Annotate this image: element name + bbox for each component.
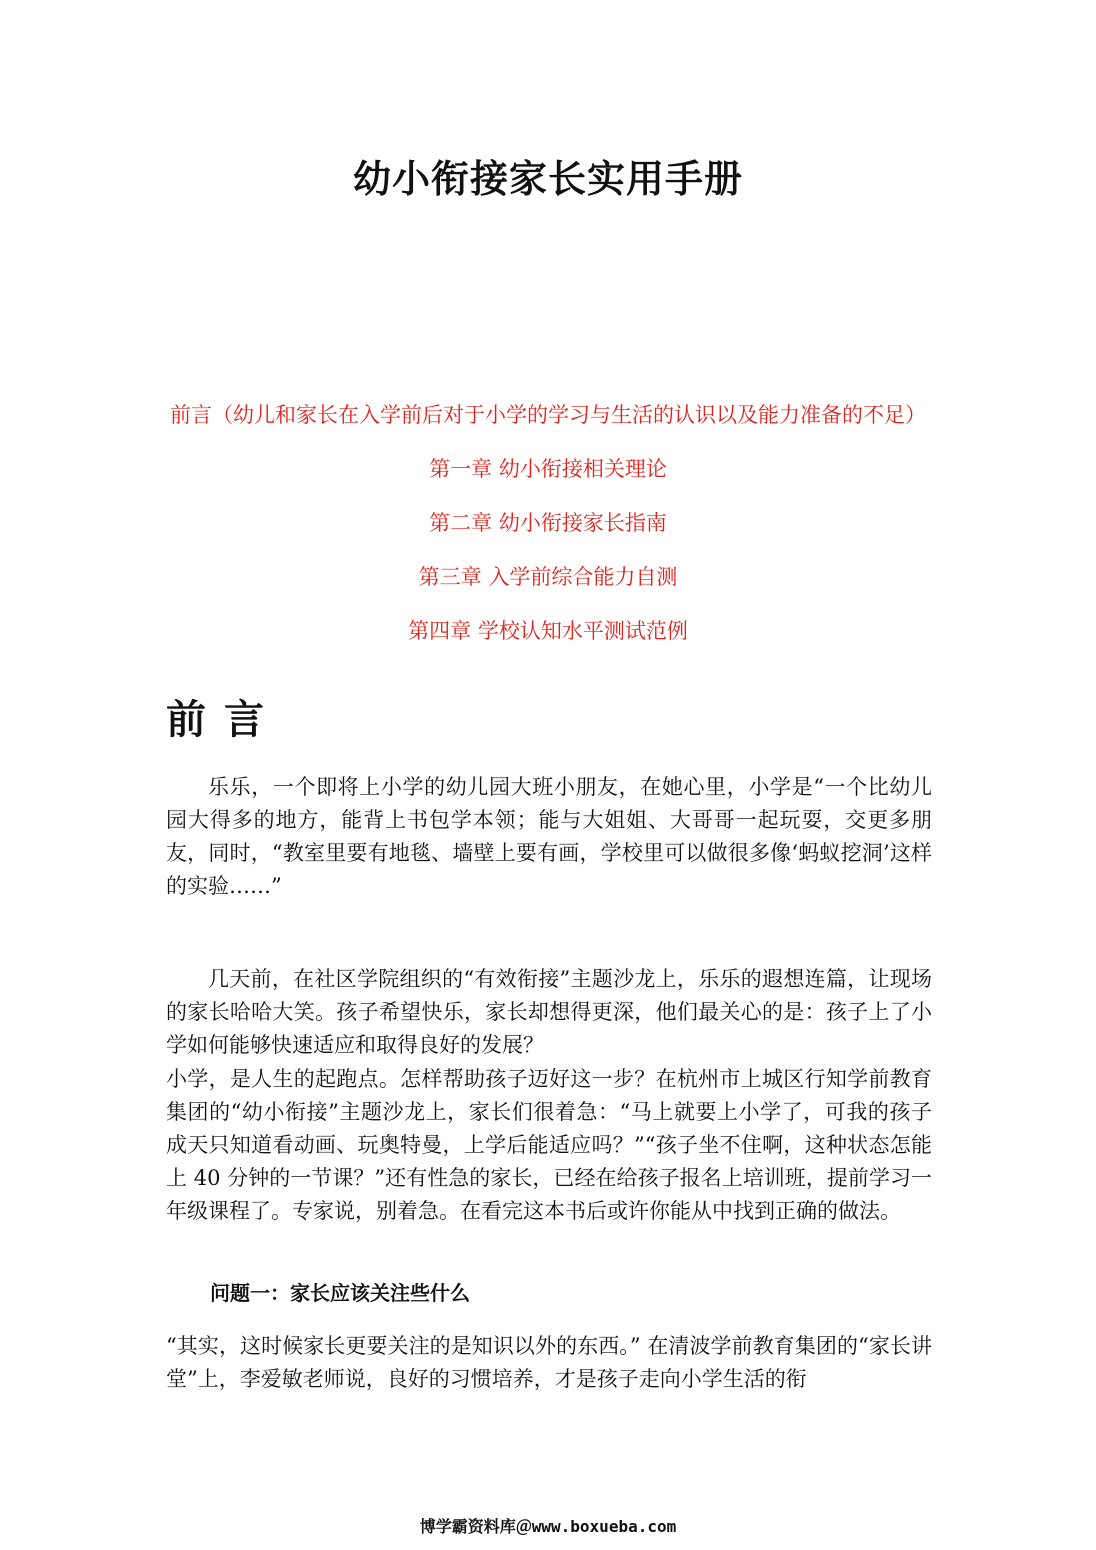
page-title: 幼小衔接家长实用手册	[352, 157, 743, 201]
question-1-paragraph: “其实，这时候家长更要关注的是知识以外的东西。” 在清波学前教育集团的“家长讲堂”上，李爱敏老师说，良好的习惯培养，才是孩子走向小学生活的衔	[166, 1334, 932, 1391]
toc-item-chapter-2[interactable]: 第二章 幼小衔接家长指南	[429, 511, 667, 535]
preface-paragraph-1: 乐乐，一个即将上小学的幼儿园大班小朋友，在她心里，小学是“一个比幼儿园大得多的地方，能背上书包学本领；能与大姐姐、大哥哥一起玩耍，交更多朋友，同时，“教室里要有地毯、墙壁上要有画，学校里可以做很多像‘蚂蚁挖洞’这样的实验……”	[166, 775, 932, 898]
toc-item-chapter-4[interactable]: 第四章 学校认知水平测试范例	[408, 619, 688, 643]
question-1-heading: 问题一：家长应该关注些什么	[210, 1281, 470, 1305]
footer-watermark: 博学霸资料库＠www.boxueba.com	[419, 1517, 677, 1536]
table-of-contents	[0, 400, 1096, 670]
preface-heading: 前言	[166, 697, 282, 743]
toc-item-chapter-3[interactable]: 第三章 入学前综合能力自测	[418, 565, 678, 589]
preface-paragraph-3: 小学，是人生的起跑点。怎样帮助孩子迈好这一步？在杭州市上城区行知学前教育集团的“幼小衔接”主题沙龙上，家长们很着急：“马上就要上小学了，可我的孩子成天只知道看动画、玩奥特曼，上学后能适应吗？”“孩子坐不住啊，这种状态怎能上 40 分钟的一节课？”还有性急的家长，已经在给孩子报名上培训班，提前学习一年级课程了。专家说，别着急。在看完这本书后或许你能从中找到正确的做法。	[166, 1067, 932, 1223]
preface-paragraph-2: 几天前，在社区学院组织的“有效衔接”主题沙龙上，乐乐的遐想连篇，让现场的家长哈哈大笑。孩子希望快乐，家长却想得更深，他们最关心的是：孩子上了小学如何能够快速适应和取得良好的发展？	[166, 967, 932, 1057]
toc-item-chapter-1[interactable]: 第一章 幼小衔接相关理论	[429, 457, 667, 481]
toc-item-preface[interactable]: 前言（幼儿和家长在入学前后对于小学的学习与生活的认识以及能力准备的不足）	[170, 403, 926, 427]
